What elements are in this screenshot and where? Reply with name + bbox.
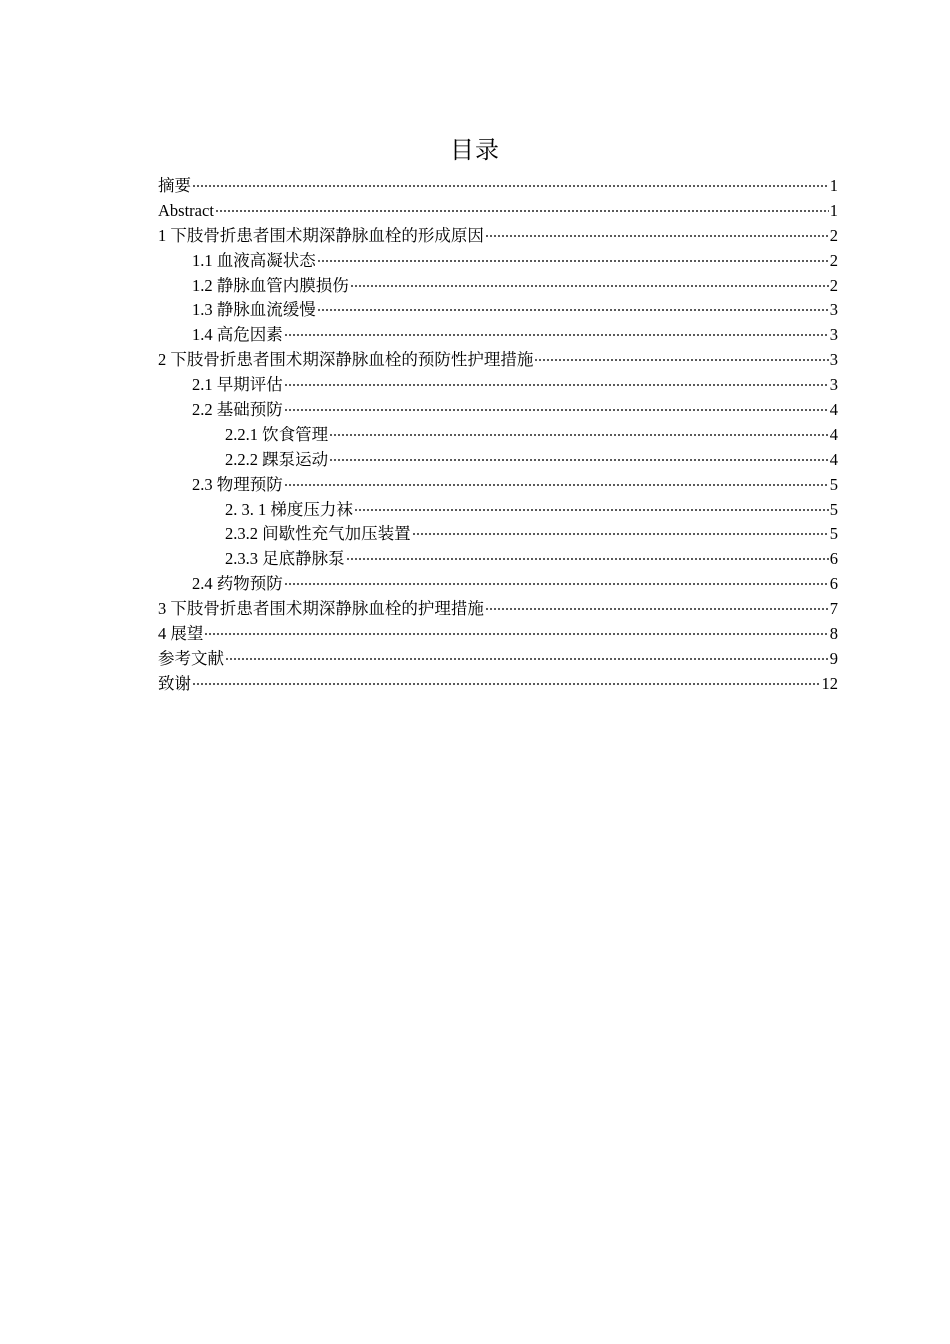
toc-entry-label: 2.2 基础预防 [192,400,283,420]
toc-entry-page-number: 3 [829,325,838,345]
dot-leader [284,384,829,386]
dot-leader [317,309,829,311]
toc-entry-page-number: 3 [829,300,838,320]
toc-entry[interactable] [158,224,838,249]
dot-leader [225,658,829,660]
dot-leader [329,434,829,436]
toc-entry-label: 2.4 药物预防 [192,574,283,594]
dot-leader [354,509,829,511]
toc-entry-label: 3 下肢骨折患者围术期深静脉血栓的护理措施 [158,599,484,619]
dot-leader [485,608,829,610]
dot-leader [215,210,829,212]
toc-entry-page-number: 6 [829,549,838,569]
toc-entry[interactable] [158,199,838,224]
toc-entry-page-number: 2 [829,275,838,295]
toc-entry-page-number: 4 [829,449,838,469]
table-of-contents [158,174,838,697]
toc-entry[interactable] [158,249,838,274]
toc-entry-page-number: 8 [829,624,838,644]
toc-entry-label: 2. 3. 1 梯度压力袜 [225,499,353,519]
dot-leader [346,558,829,560]
toc-entry-label: 2.3 物理预防 [192,474,283,494]
toc-entry[interactable] [158,174,838,199]
toc-entry-label: Abstract [158,200,214,220]
toc-entry-label: 1.2 静脉血管内膜损伤 [192,275,349,295]
toc-entry[interactable] [158,647,838,672]
toc-entry-label: 1 下肢骨折患者围术期深静脉血栓的形成原因 [158,225,484,245]
toc-entry-label: 摘要 [158,176,191,195]
toc-entry-label: 致谢 [158,673,191,693]
toc-entry-label: 1.3 静脉血流缓慢 [192,300,316,320]
toc-entry-page-number: 7 [829,599,838,619]
toc-entry-page-number: 4 [829,424,838,444]
toc-entry[interactable] [158,373,838,398]
toc-entry-page-number: 2 [829,225,838,245]
toc-entry-label: 2.3.2 间歇性充气加压装置 [225,524,411,544]
toc-entry-label: 2.2.2 踝泵运动 [225,449,329,469]
toc-entry-page-number: 1 [829,200,838,220]
toc-entry[interactable] [158,398,838,423]
toc-entry-label: 2 下肢骨折患者围术期深静脉血栓的预防性护理措施 [158,350,534,370]
toc-entry-page-number: 9 [829,648,838,668]
toc-entry[interactable] [158,547,838,572]
toc-entry-label: 2.1 早期评估 [192,375,283,395]
dot-leader [204,633,828,635]
toc-entry[interactable] [158,323,838,348]
dot-leader [192,683,821,685]
toc-entry[interactable] [158,274,838,299]
toc-entry-label: 4 展望 [158,624,204,644]
toc-entry-label: 2.2.1 饮食管理 [225,424,329,444]
dot-leader [412,533,829,535]
toc-entry[interactable] [158,348,838,373]
toc-entry-page-number: 5 [829,499,838,519]
dot-leader [485,235,829,237]
dot-leader [284,583,829,585]
toc-entry-page-number: 1 [829,176,838,195]
toc-entry[interactable] [158,423,838,448]
dot-leader [284,334,829,336]
toc-entry-page-number: 5 [829,524,838,544]
toc-entry[interactable] [158,298,838,323]
toc-title: 目录 [450,136,500,164]
toc-entry-page-number: 5 [829,474,838,494]
toc-entry-page-number: 2 [829,250,838,270]
toc-entry-label: 参考文献 [158,648,224,668]
toc-entry-label: 1.1 血液高凝状态 [192,250,316,270]
dot-leader [329,459,829,461]
toc-entry-page-number: 6 [829,574,838,594]
dot-leader [317,260,829,262]
toc-entry[interactable] [158,522,838,547]
toc-entry[interactable] [158,448,838,473]
toc-entry-page-number: 4 [829,400,838,420]
toc-entry[interactable] [158,672,838,697]
toc-entry-page-number: 12 [821,673,838,693]
dot-leader [534,359,828,361]
toc-entry[interactable] [158,498,838,523]
toc-entry-label: 1.4 高危因素 [192,325,283,345]
dot-leader [350,285,829,287]
dot-leader [284,409,829,411]
toc-entry[interactable] [158,597,838,622]
dot-leader [284,484,829,486]
toc-entry[interactable] [158,473,838,498]
toc-entry[interactable] [158,572,838,597]
toc-entry-page-number: 3 [829,350,838,370]
toc-entry-page-number: 3 [829,375,838,395]
toc-entry-label: 2.3.3 足底静脉泵 [225,549,345,569]
toc-entry[interactable] [158,622,838,647]
dot-leader [192,185,829,187]
